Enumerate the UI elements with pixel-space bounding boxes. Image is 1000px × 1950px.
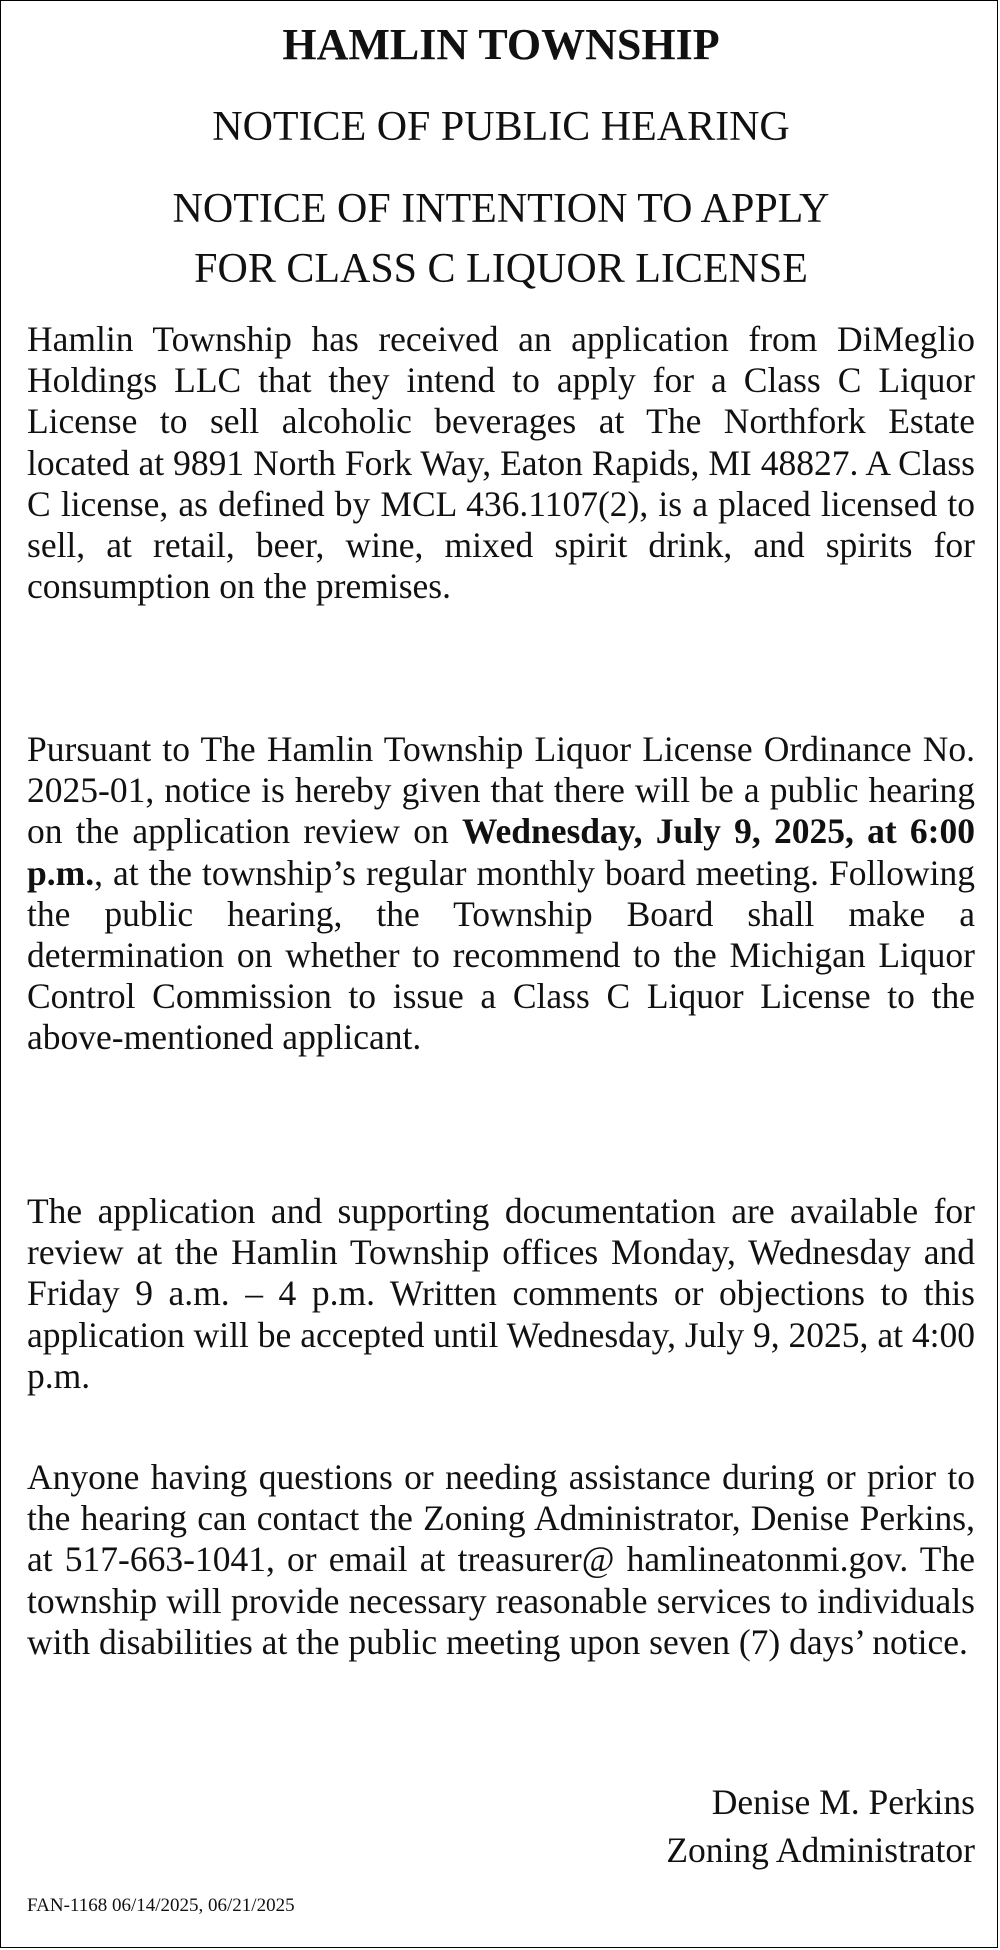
paragraph-contact: Anyone having questions or needing assistance during or prior to the hearing can contact the Zoning Administrator, Denise Perkins, at 517-663-1041, or email at treasurer@ hamlineatonmi.gov. The township will provide necessary reasonable services to individuals with disabilities at the public meeting upon seven (7) days’ notice. [27,1457,975,1662]
signature-name: Denise M. Perkins [711,1782,975,1822]
hearing-text-before: Pursuant to The Hamlin Township Liquor License Ordinance No. 2025-01, notice is hereby given that there will be a public hearing on the application review on [27,729,975,852]
paragraph-documentation: The application and supporting documentation are available for review at the Hamlin Township offices Monday, Wednesday and Friday 9 a.m. – 4 p.m. Written comments or objections to this application will be accepted until Wednesday, July 9, 2025, at 4:00 p.m. [27,1191,975,1396]
intention-heading-line-2: FOR CLASS C LIQUOR LICENSE [194,246,808,292]
signature-title: Zoning Administrator [666,1830,975,1870]
intention-heading-line-1: NOTICE OF INTENTION TO APPLY [172,186,830,232]
hearing-date: Wednesday, July 9, 2025, at 6:00 p.m. [27,811,975,893]
township-title: HAMLIN TOWNSHIP [282,20,720,69]
publication-code: FAN-1168 06/14/2025, 06/21/2025 [27,1895,295,1916]
paragraph-hearing [27,729,975,1059]
public-hearing-heading: NOTICE OF PUBLIC HEARING [212,104,790,150]
hearing-text-after: , at the township’s regular monthly board meeting. Following the public hearing, the Township Board shall make a determination on whether to recommend to the Michigan Liquor Control Commission to issue a Class C Liquor License to the above-mentioned applicant. [27,852,975,1058]
paragraph-application: Hamlin Township has received an application from DiMeglio Holdings LLC that they intend to apply for a Class C Liquor License to sell alcoholic beverages at The Northfork Estate located at 9891 North Fork Way, Eaton Rapids, MI 48827. A Class C license, as defined by MCL 436.1107(2), is a placed licensed to sell, at retail, beer, wine, mixed spirit drink, and spirits for consumption on the premises. [27,319,975,607]
intention-heading [27,179,975,299]
